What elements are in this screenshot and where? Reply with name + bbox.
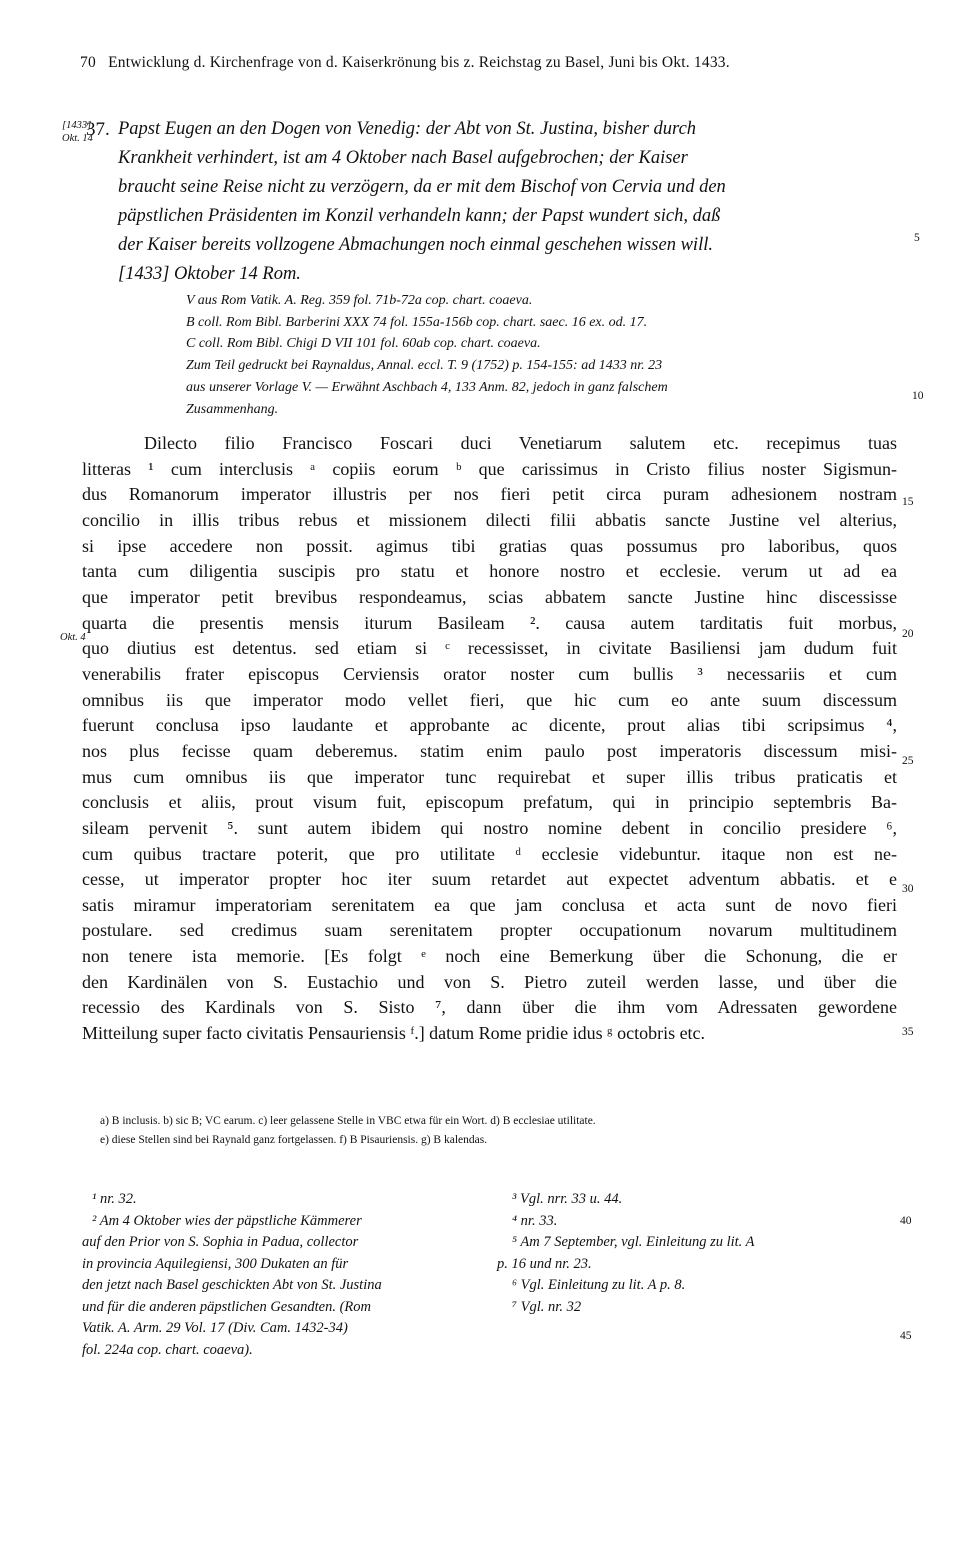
body-line: omnibus iis que imperator modo vellet fieri, que hic cum eo ante suum discessum bbox=[82, 689, 897, 710]
footnote-line: ³ Vgl. nrr. 33 u. 44. bbox=[512, 1191, 623, 1207]
margin-date: Okt. 14 bbox=[62, 133, 93, 144]
regest bbox=[86, 115, 903, 289]
body-line: dus Romanorum imperator illustris per nos fieri petit circa puram adhesionem nostram bbox=[82, 484, 897, 505]
source-line: Zum Teil gedruckt bei Raynaldus, Annal. eccl. T. 9 (1752) p. 154-155: ad 1433 nr. 23 bbox=[186, 358, 663, 374]
body-line: tanta cum diligentia suscipis pro statu et honore nostro et ecclesie. verum ut ad ea bbox=[82, 561, 897, 582]
footnote-line: ² Am 4 Oktober wies der päpstliche Kämmerer bbox=[92, 1212, 362, 1229]
page-number: 70 bbox=[80, 54, 96, 71]
margin-date-body: Okt. 4 bbox=[60, 632, 86, 643]
line-number: 20 bbox=[902, 628, 914, 640]
line-number: 5 bbox=[914, 232, 920, 244]
line-number: 35 bbox=[902, 1026, 914, 1038]
body-line: fuerunt conclusa ipso laudante et approbante ac dicente, prout alias tibi scripsimus ⁴, bbox=[82, 715, 897, 736]
footnote-line: auf den Prior von S. Sophia in Padua, collector bbox=[82, 1234, 359, 1250]
body-line: mus cum omnibus iis que imperator tunc requirebat et super illis tribus praticatis et bbox=[82, 766, 897, 787]
document-number: 37. bbox=[86, 119, 110, 140]
sources bbox=[186, 290, 906, 420]
body-line: conclusis et aliis, prout visum fuit, episcopum prefatum, qui in principio septembris Ba- bbox=[82, 792, 897, 813]
source-line: C coll. Rom Bibl. Chigi D VII 101 fol. 60ab cop. chart. coaeva. bbox=[186, 336, 541, 352]
source-line: aus unserer Vorlage V. — Erwähnt Aschbach 4, 133 Anm. 82, jedoch in ganz falschem bbox=[186, 379, 668, 395]
body-line: postulare. sed credimus suam serenitatem propter occupationum novarum multitudinem bbox=[82, 920, 897, 941]
footnote-line: fol. 224a cop. chart. coaeva). bbox=[82, 1341, 253, 1358]
line-number: 10 bbox=[912, 390, 924, 402]
regest-line: Papst Eugen an den Dogen von Venedig: der Abt von St. Justina, bisher durch bbox=[118, 119, 697, 139]
line-number: 25 bbox=[902, 755, 914, 767]
footnote-line: und für die anderen päpstlichen Gesandten. (Rom bbox=[82, 1298, 372, 1315]
footnote-line: in provincia Aquilegiensi, 300 Dukaten an für bbox=[82, 1255, 349, 1272]
line-number: 30 bbox=[902, 883, 914, 895]
critical-apparatus bbox=[100, 1112, 900, 1150]
body-line: venerabilis frater episcopus Cerviensis orator noster cum bullis ³ necessariis et cum bbox=[82, 663, 897, 684]
footnote-line: ¹ nr. 32. bbox=[92, 1191, 137, 1207]
body-line: den Kardinälen von S. Eustachio und von S. Pietro zuteil werden lasse, und über die bbox=[82, 971, 897, 992]
running-title: Entwicklung d. Kirchenfrage von d. Kaiserkrönung bis z. Reichstag zu Basel, Juni bis Okt. 1433. bbox=[108, 54, 730, 71]
body-line: si ipse accedere non possit. agimus tibi gratias quas possumus pro laboribus, quos bbox=[82, 535, 897, 556]
footnote-line: ⁴ nr. 33. bbox=[512, 1212, 558, 1229]
letter-body bbox=[82, 431, 897, 1047]
footnote-line: ⁵ Am 7 September, vgl. Einleitung zu lit. A bbox=[512, 1234, 755, 1250]
apparatus-line: a) B inclusis. b) sic B; VC earum. c) leer gelassene Stelle in VBC etwa für ein Wort. d) B ecclesiae utilitate. bbox=[100, 1115, 596, 1127]
line-number: 45 bbox=[900, 1330, 912, 1342]
footnote-line: ⁶ Vgl. Einleitung zu lit. A p. 8. bbox=[512, 1277, 686, 1293]
running-header bbox=[80, 54, 730, 72]
line-number: 40 bbox=[900, 1215, 912, 1227]
body-line: recessio des Kardinals von S. Sisto ⁷, dann über die ihm vom Adressaten gewordene bbox=[82, 997, 897, 1018]
body-line: Mitteilung super facto civitatis Pensauriensis ᶠ.] datum Rome pridie idus ᵍ octobris etc. bbox=[82, 1023, 706, 1044]
apparatus-line: e) diese Stellen sind bei Raynald ganz fortgelassen. f) B Pisauriensis. g) B kalendas. bbox=[100, 1134, 488, 1146]
footnotes-left bbox=[82, 1189, 482, 1361]
line-number: 15 bbox=[902, 496, 914, 508]
body-line: satis miramur imperatoriam serenitatem ea que jam conclusa et acta sunt de novo fieri bbox=[82, 894, 897, 915]
footnote-line: p. 16 und nr. 23. bbox=[497, 1255, 592, 1272]
source-line: B coll. Rom Bibl. Barberini XXX 74 fol. 155a-156b cop. chart. saec. 16 ex. od. 17. bbox=[186, 314, 648, 330]
footnote-line: Vatik. A. Arm. 29 Vol. 17 (Div. Cam. 1432-34) bbox=[82, 1320, 348, 1336]
body-line: litteras ¹ cum interclusis ᵃ copiis eorum ᵇ que carissimus in Cristo filius noster Sigismun- bbox=[82, 458, 897, 479]
margin-year: [1433] bbox=[62, 120, 92, 131]
body-line: sileam pervenit ⁵. sunt autem ibidem qui nostro nomine debent in concilio presidere ⁶, bbox=[82, 817, 897, 838]
footnote-line: ⁷ Vgl. nr. 32 bbox=[512, 1298, 582, 1315]
footnote-line: den jetzt nach Basel geschickten Abt von St. Justina bbox=[82, 1277, 382, 1293]
body-line: que imperator petit brevibus respondeamus, scias abbatem sancte Justine hinc discessisse bbox=[82, 586, 897, 607]
body-line: concilio in illis tribus rebus et missionem dilecti filii abbatis sancte Justine vel alterius, bbox=[82, 509, 897, 530]
body-line: quarta die presentis mensis iturum Basileam ². causa autem tarditatis fuit morbus, bbox=[82, 612, 897, 633]
body-line: cesse, ut imperator propter hoc iter suum retardet aut expectet adventum abbatis. et e bbox=[82, 869, 897, 890]
regest-line: der Kaiser bereits vollzogene Abmachungen noch einmal geschehen wissen will. bbox=[118, 235, 713, 255]
body-line: Dilecto filio Francisco Foscari duci Venetiarum salutem etc. recepimus tuas bbox=[144, 433, 897, 453]
body-line: nos plus fecisse quam deberemus. statim enim paulo post imperatoris discessum misi- bbox=[82, 740, 897, 761]
regest-line: päpstlichen Präsidenten im Konzil verhandeln kann; der Papst wundert sich, daß bbox=[118, 206, 721, 226]
source-line: Zusammenhang. bbox=[186, 401, 279, 417]
body-line: quo diutius est detentus. sed etiam si ᶜ recessisset, in civitate Basiliensi jam dudum fuit bbox=[82, 638, 897, 659]
body-line: non tenere ista memorie. [Es folgt ᵉ noch eine Bemerkung über die Schonung, die er bbox=[82, 946, 897, 967]
source-line: V aus Rom Vatik. A. Reg. 359 fol. 71b-72a cop. chart. coaeva. bbox=[186, 293, 533, 308]
regest-line: braucht seine Reise nicht zu verzögern, da er mit dem Bischof von Cervia und den bbox=[118, 177, 726, 197]
footnotes-right bbox=[497, 1189, 897, 1318]
regest-line: Krankheit verhindert, ist am 4 Oktober nach Basel aufgebrochen; der Kaiser bbox=[118, 148, 688, 168]
regest-line: [1433] Oktober 14 Rom. bbox=[118, 264, 301, 284]
body-line: cum quibus tractare poterit, que pro utilitate ᵈ ecclesie videbuntur. itaque non est ne- bbox=[82, 843, 897, 864]
